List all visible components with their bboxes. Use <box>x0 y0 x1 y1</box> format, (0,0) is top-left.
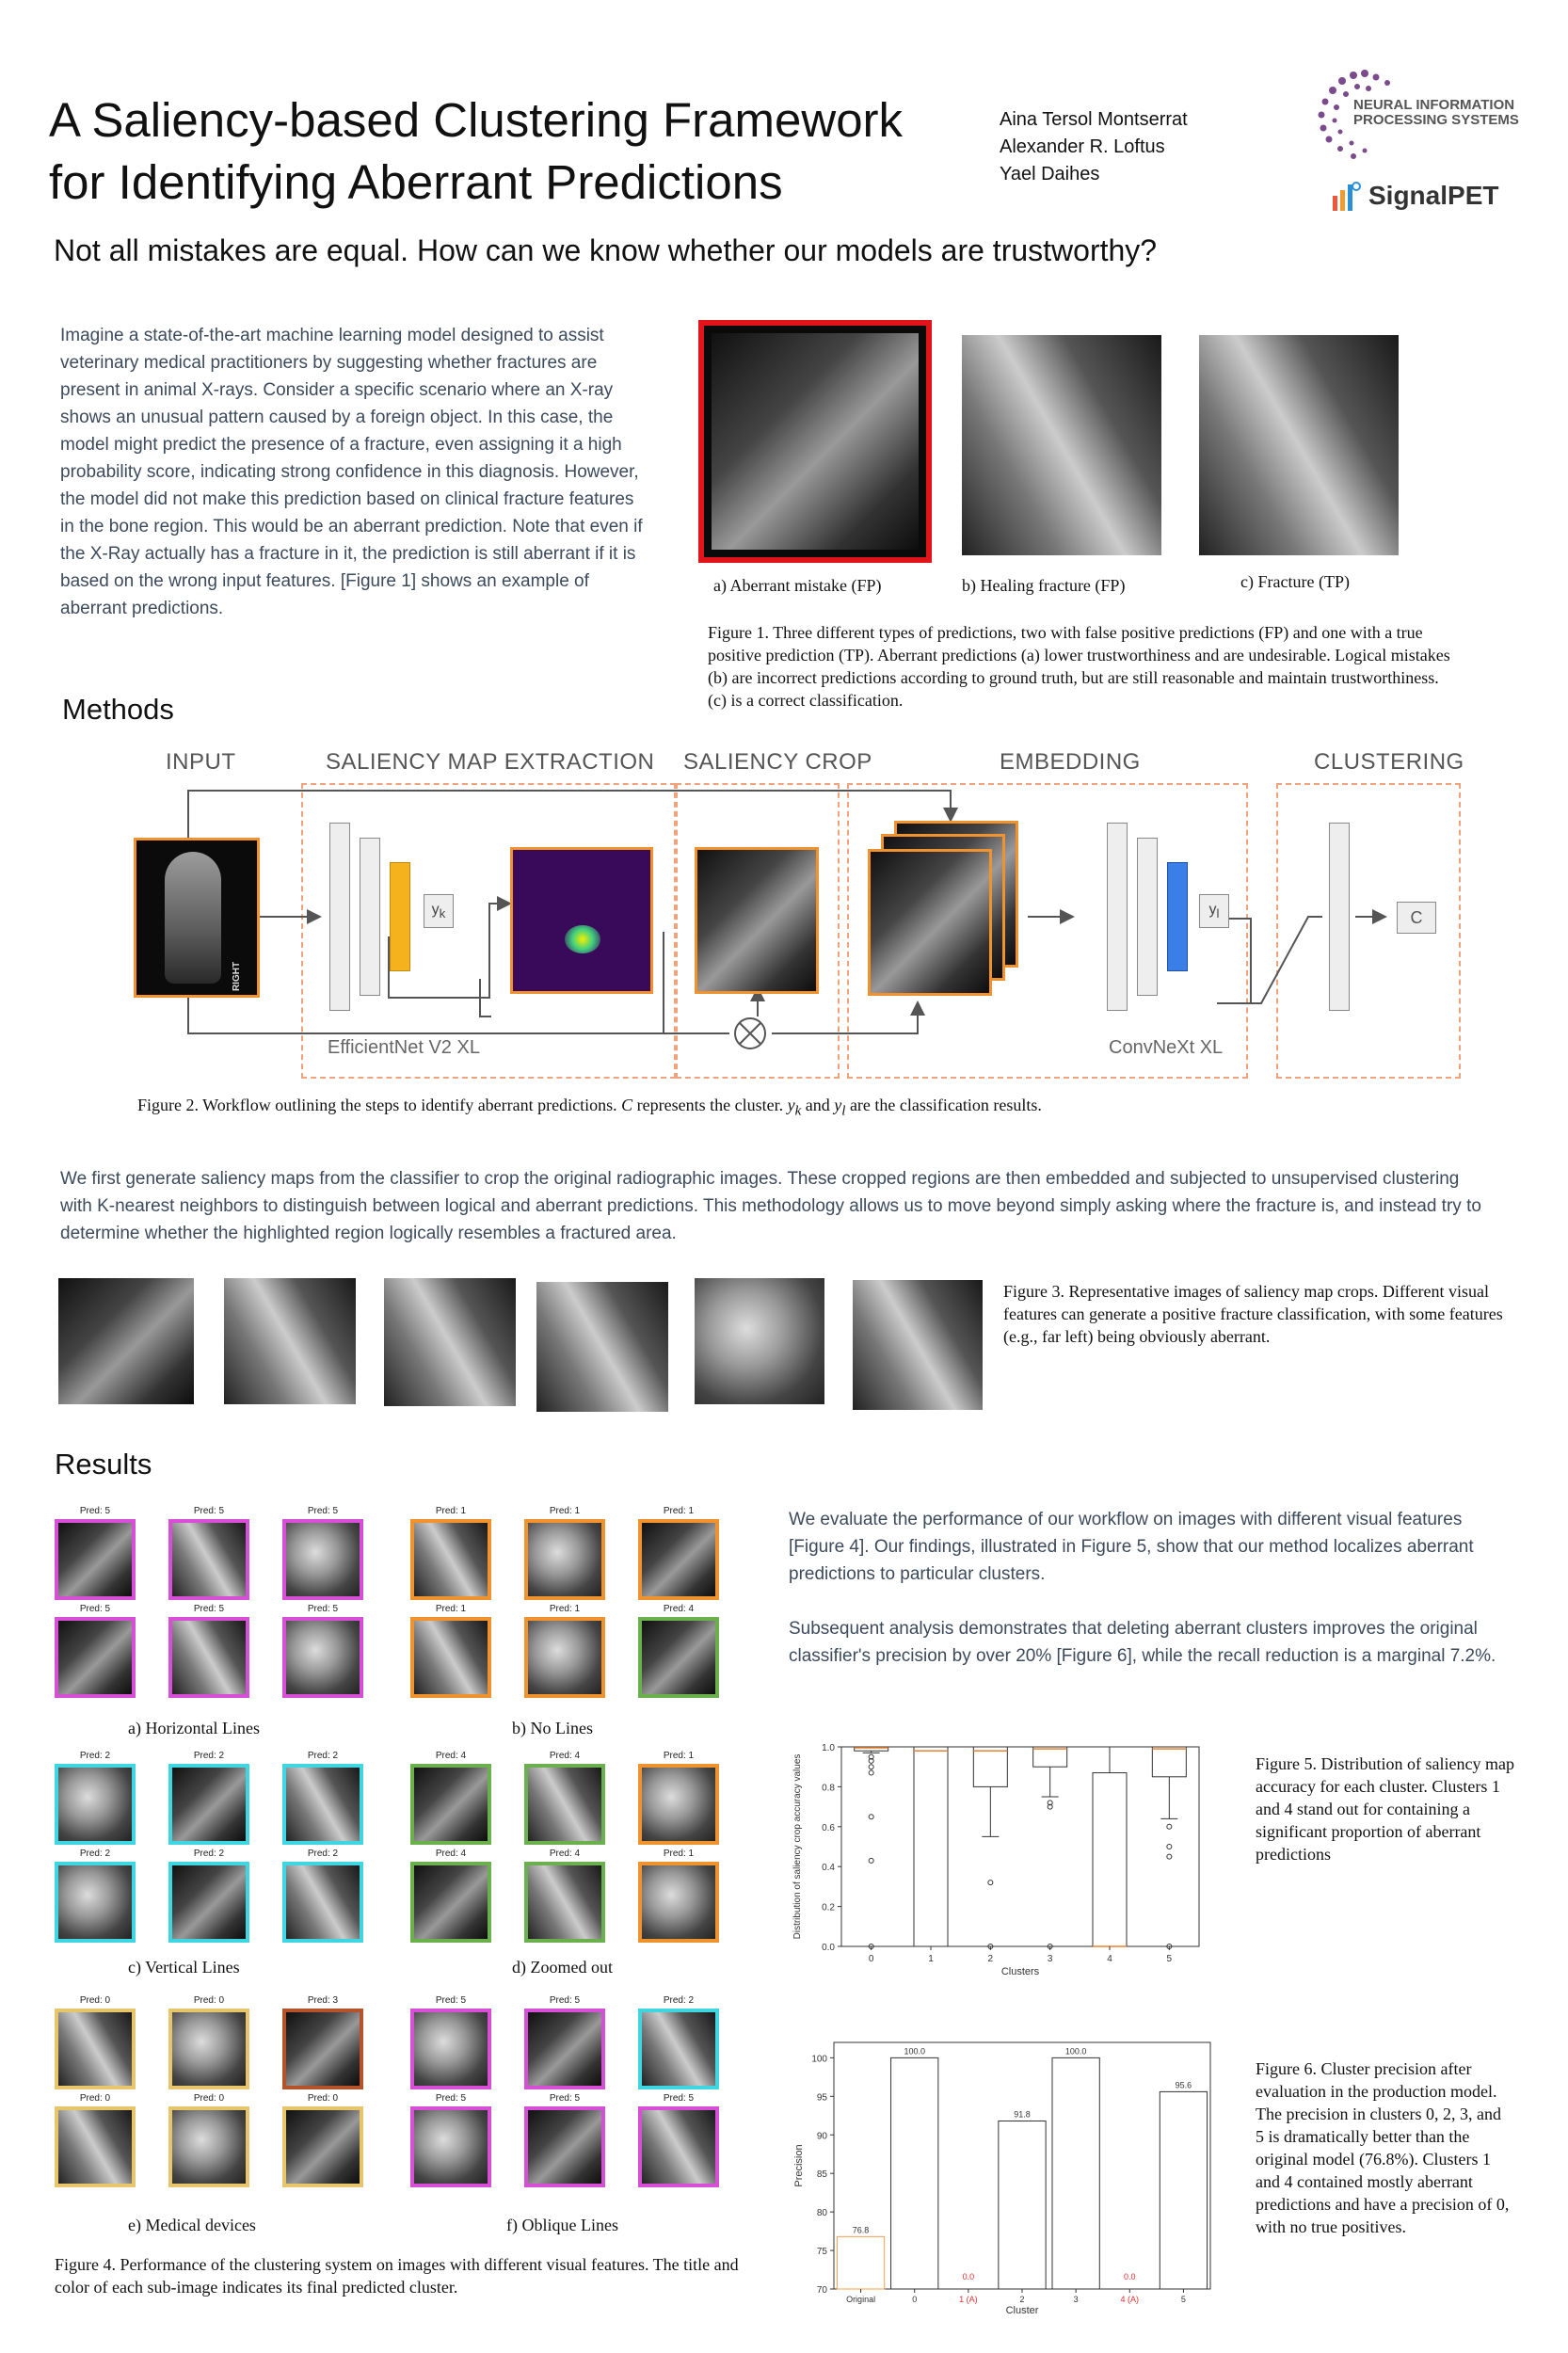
methods-paragraph: We first generate saliency maps from the classifier to crop the original radiographic images. These cropped regions are then embedded and subjected to unsupervised clustering with K-nearest neighbors to distinguish between logical and aberrant predictions. This methodology allows us to move beyond simply asking where the fracture is, and instead try to determine whether the highlighted region logically resembles a fractured area. <box>60 1169 1481 1243</box>
grid-cell-title: Pred: 3 <box>307 1995 339 2006</box>
cluster-layer <box>1329 823 1350 1011</box>
figure6-barchart <box>787 2033 1220 2315</box>
grid-label: e) Medical devices <box>128 2216 256 2234</box>
y-axis-label: Precision <box>793 2144 805 2187</box>
grid-cell-image <box>282 2106 363 2187</box>
x-tick-label: 2 <box>987 1954 994 1964</box>
stage-clustering: CLUSTERING <box>1314 749 1464 775</box>
grid-cell-image <box>638 1862 719 1943</box>
grid-cell-title: Pred: 5 <box>435 2093 467 2104</box>
efficientnet-label: EfficientNet V2 XL <box>328 1037 480 1058</box>
figure5-caption: Figure 5. Distribution of saliency map accuracy for each cluster. Clusters 1 and 4 stand out for containing a significant proportion of aberrant predictions <box>1256 1754 1514 1864</box>
x-axis-label: Clusters <box>1000 1966 1040 1977</box>
results-paragraph-2: Subsequent analysis demonstrates that deleting aberrant clusters improves the original classifier's precision by over 20% [Figure 6], while the recall reduction is a marginal 7.2%. <box>789 1619 1496 1666</box>
grid-cell-title: Pred: 1 <box>435 1604 467 1614</box>
y-tick-label: 1.0 <box>822 1743 835 1753</box>
grid-cell-image <box>55 1862 136 1943</box>
figure1-caption: Figure 1. Three different types of predictions, two with false positive predictions (FP) and one with a true positive prediction (TP). Aberrant predictions (a) lower trustworthiness and are undesirable. Logical mistakes (b) are incorrect predictions according to ground truth, but are still reasonable and maintain trustworthiness. (c) is a correct classification. <box>708 623 1450 710</box>
grid-cell-title: Pred: 0 <box>193 2093 225 2104</box>
x-tick-label: 5 <box>1180 2295 1186 2304</box>
figure1-label-c: c) Fracture (TP) <box>1240 572 1350 591</box>
grid-cell-title: Pred: 2 <box>307 1751 339 1761</box>
stage-saliency-map-extraction: SALIENCY MAP EXTRACTION <box>326 749 655 775</box>
embedding-stack-1 <box>868 849 992 996</box>
grid-cell-title: Pred: 2 <box>79 1751 111 1761</box>
x-tick-label: Original <box>846 2295 876 2304</box>
bar-value-label: 0.0 <box>962 2272 975 2281</box>
grid-cell-image <box>55 2106 136 2187</box>
grid-cell-title: Pred: 5 <box>663 2093 695 2104</box>
stage-embedding: EMBEDDING <box>1000 749 1141 775</box>
figure2-caption: Figure 2. Workflow outlining the steps to identify aberrant predictions. C represents the cluster. $y_k$ and $y_l$ are the classification results. <box>137 1096 1042 1119</box>
y-tick-label: 80 <box>816 2208 827 2219</box>
plot-frame <box>841 1747 1199 1946</box>
figure3-caption: Figure 3. Representative images of saliency map crops. Different visual features can generate a positive fracture classification, with some features (e.g., far left) being obviously aberrant. <box>1003 1282 1503 1346</box>
figure1-label-a: a) Aberrant mistake (FP) <box>713 576 882 595</box>
grid-cell-image <box>282 1617 363 1698</box>
grid-cell-image <box>524 1617 605 1698</box>
box-outlier <box>1167 1854 1172 1859</box>
tagline: Not all mistakes are equal. How can we know whether our models are trustworthy? <box>54 233 1158 267</box>
grid-label: a) Horizontal Lines <box>128 1719 260 1737</box>
author-list <box>1000 106 1188 188</box>
grid-cell-image <box>638 1617 719 1698</box>
title-line-1: A Saliency-based Clustering Framework <box>49 93 904 147</box>
x-tick-label: 4 (A) <box>1120 2295 1140 2304</box>
box-body <box>1093 1773 1127 1946</box>
grid-cell-image <box>168 1617 249 1698</box>
cluster-output: C <box>1397 902 1436 934</box>
x-tick-label: 2 <box>1019 2295 1025 2304</box>
methods-heading: Methods <box>62 693 174 726</box>
neurips-logo <box>1308 64 1534 168</box>
x-tick-label: 1 <box>928 1954 934 1964</box>
grid-cell-title: Pred: 1 <box>663 1506 695 1516</box>
grid-cell-image <box>55 1764 136 1845</box>
figure1-label-b: b) Healing fracture (FP) <box>962 576 1126 595</box>
precision-bar <box>999 2121 1046 2289</box>
grid-cell-title: Pred: 4 <box>435 1849 467 1859</box>
grid-cell-image <box>410 1764 491 1845</box>
grid-label: c) Vertical Lines <box>128 1958 240 1977</box>
grid-cell-title: Pred: 0 <box>79 2093 111 2104</box>
grid-cell-image <box>168 2009 249 2089</box>
x-tick-label: 4 <box>1107 1954 1112 1964</box>
grid-cell-image <box>168 1862 249 1943</box>
y-tick-label: 0.6 <box>822 1822 835 1833</box>
stage-input: INPUT <box>166 749 236 775</box>
grid-cell-title: Pred: 5 <box>549 1995 581 2006</box>
results-heading: Results <box>55 1448 152 1481</box>
y-tick-label: 100 <box>811 2054 827 2065</box>
bar-value-label: 0.0 <box>1124 2272 1136 2281</box>
precision-bar <box>1052 2057 1099 2289</box>
grid-cell-image <box>524 1519 605 1600</box>
signalpet-wordmark: SignalPET <box>1368 181 1499 210</box>
grid-cell-image <box>410 1519 491 1600</box>
signalpet-logo <box>1331 179 1547 216</box>
signalpet-bars-icon <box>1331 181 1363 213</box>
author-2: Alexander R. Loftus <box>1000 136 1165 157</box>
grid-label: f) Oblique Lines <box>506 2216 618 2234</box>
y-tick-label: 90 <box>816 2131 827 2142</box>
grid-cell-title: Pred: 5 <box>193 1506 225 1516</box>
grid-cell-image <box>410 2106 491 2187</box>
grid-cell-title: Pred: 2 <box>307 1849 339 1859</box>
grid-cell-title: Pred: 2 <box>193 1751 225 1761</box>
yk-output: $y_k$ <box>424 894 454 928</box>
convnext-layer-2 <box>1137 838 1158 996</box>
results-paragraph-1: We evaluate the performance of our workflow on images with different visual features [Figure 4]. Our findings, illustrated in Figure 5, show that our method localizes aberrant predictions to particular clusters. <box>789 1510 1474 1584</box>
y-tick-label: 0.8 <box>822 1783 835 1794</box>
grid-cell-image <box>524 1862 605 1943</box>
grid-cell-image <box>282 1519 363 1600</box>
bar-value-label: 91.8 <box>1014 2109 1031 2120</box>
box-outlier <box>869 1765 873 1769</box>
y-tick-label: 70 <box>816 2285 827 2296</box>
grid-cell-title: Pred: 2 <box>193 1849 225 1859</box>
grid-cell-title: Pred: 5 <box>79 1604 111 1614</box>
precision-bar <box>837 2236 884 2289</box>
intro-paragraph: Imagine a state-of-the-art machine learning model designed to assist veterinary medical practitioners by suggesting whether fractures are present in animal X-rays. Consider a specific scenario where an X-ray shows an unusual pattern caused by a foreign object. In this case, the model might predict the presence of a fracture, even assigning it a high probability score, indicating strong confidence in this diagnosis. However, the model did not make this prediction based on clinical fracture features in the bone region. This would be an aberrant prediction. Note that even if the X-Ray actually has a fracture in it, the prediction is still aberrant if it is based on the wrong input features. [Figure 1] shows an example of aberrant predictions. <box>60 326 643 618</box>
x-tick-label: 3 <box>1047 1954 1053 1964</box>
grid-cell-image <box>55 1519 136 1600</box>
figure4-caption: Figure 4. Performance of the clustering system on images with different visual features. The title and color of each sub-image indicates its final predicted cluster. <box>55 2255 739 2297</box>
grid-cell-title: Pred: 4 <box>549 1849 581 1859</box>
grid-cell-image <box>638 2009 719 2089</box>
y-axis-label: Distribution of saliency crop accuracy values <box>792 1753 803 1940</box>
grid-cell-title: Pred: 2 <box>663 1995 695 2006</box>
grid-cell-title: Pred: 5 <box>307 1506 339 1516</box>
grid-cell-title: Pred: 5 <box>193 1604 225 1614</box>
precision-bar <box>891 2057 938 2289</box>
box-body <box>914 1747 948 1946</box>
grid-cell-image <box>282 1764 363 1845</box>
grid-cell-title: Pred: 1 <box>549 1506 581 1516</box>
grid-cell-image <box>638 1519 719 1600</box>
convnext-layer-3 <box>1167 862 1188 971</box>
grid-cell-image <box>524 2009 605 2089</box>
precision-bar <box>1160 2091 1207 2289</box>
grid-cell-image <box>524 1764 605 1845</box>
grid-cell-title: Pred: 0 <box>79 1995 111 2006</box>
grid-cell-title: Pred: 0 <box>307 2093 339 2104</box>
x-tick-label: 0 <box>868 1954 874 1964</box>
grid-cell-image <box>168 2106 249 2187</box>
box-body <box>1152 1747 1186 1777</box>
grid-cell-title: Pred: 1 <box>435 1506 467 1516</box>
convnext-label: ConvNeXt XL <box>1109 1037 1224 1058</box>
grid-cell-title: Pred: 5 <box>307 1604 339 1614</box>
neurips-wordmark: NEURAL INFORMATION PROCESSING SYSTEMS <box>1353 97 1519 128</box>
grid-cell-title: Pred: 4 <box>435 1751 467 1761</box>
figure5-boxplot <box>787 1732 1220 1986</box>
box-outlier <box>988 1881 993 1885</box>
grid-cell-image <box>55 1617 136 1698</box>
grid-cell-title: Pred: 5 <box>549 2093 581 2104</box>
x-tick-label: 1 (A) <box>959 2295 978 2304</box>
grid-cell-image <box>410 1617 491 1698</box>
x-tick-label: 5 <box>1166 1954 1173 1964</box>
y-tick-label: 75 <box>816 2247 827 2258</box>
y-tick-label: 0.0 <box>822 1943 835 1953</box>
figure1-image-b <box>962 335 1161 555</box>
grid-cell-title: Pred: 5 <box>435 1995 467 2006</box>
bar-value-label: 76.8 <box>852 2225 870 2235</box>
grid-label: d) Zoomed out <box>512 1958 613 1977</box>
y-tick-label: 95 <box>816 2092 827 2104</box>
y-tick-label: 0.2 <box>822 1902 835 1913</box>
bar-value-label: 100.0 <box>904 2046 925 2057</box>
grid-cell-image <box>638 2106 719 2187</box>
author-1: Aina Tersol Montserrat <box>1000 109 1188 130</box>
box-outlier <box>869 1815 873 1819</box>
y-tick-label: 0.4 <box>822 1863 835 1874</box>
grid-cell-title: Pred: 1 <box>549 1604 581 1614</box>
x-axis-label: Cluster <box>1005 2305 1039 2315</box>
figure1-image-c <box>1199 335 1399 555</box>
grid-cell-title: Pred: 0 <box>193 1995 225 2006</box>
grid-cell-title: Pred: 1 <box>663 1751 695 1761</box>
grid-cell-image <box>638 1764 719 1845</box>
box-outlier <box>1167 1845 1172 1849</box>
box-outlier <box>1167 1824 1172 1829</box>
box-body <box>1033 1747 1067 1767</box>
grid-cell-title: Pred: 1 <box>663 1849 695 1859</box>
y-tick-label: 85 <box>816 2169 827 2181</box>
grid-cell-title: Pred: 2 <box>79 1849 111 1859</box>
grid-cell-image <box>168 1519 249 1600</box>
x-tick-label: 3 <box>1073 2295 1079 2304</box>
grid-cell-image <box>410 1862 491 1943</box>
figure4-grids <box>0 0 781 2353</box>
grid-cell-image <box>524 2106 605 2187</box>
grid-cell-title: Pred: 4 <box>549 1751 581 1761</box>
convnext-layer-1 <box>1107 823 1128 1011</box>
grid-cell-title: Pred: 4 <box>663 1604 695 1614</box>
figure6-caption: Figure 6. Cluster precision after evaluation in the production model. The precision in clusters 0, 2, 3, and 5 is dramatically better than the original model (76.8%). Clusters 1 and 4 contained mostly aberrant predictions and have a precision of 0, with no true positives. <box>1256 2059 1510 2236</box>
stage-saliency-crop: SALIENCY CROP <box>683 749 872 775</box>
grid-cell-image <box>55 2009 136 2089</box>
author-3: Yael Daihes <box>1000 164 1100 184</box>
grid-cell-image <box>168 1764 249 1845</box>
yl-output: $y_l$ <box>1199 894 1229 928</box>
grid-cell-image <box>282 2009 363 2089</box>
box-body <box>973 1747 1007 1786</box>
figure3-crop-6 <box>853 1280 983 1410</box>
right-marker: RIGHT <box>231 961 242 992</box>
bar-value-label: 100.0 <box>1064 2046 1087 2057</box>
box-outlier <box>869 1770 873 1775</box>
title-line-2: for Identifying Aberrant Predictions <box>49 155 783 209</box>
box-outlier <box>869 1858 873 1863</box>
bar-value-label: 95.6 <box>1175 2080 1192 2090</box>
grid-cell-title: Pred: 5 <box>79 1506 111 1516</box>
grid-cell-image <box>410 2009 491 2089</box>
grid-label: b) No Lines <box>512 1719 593 1737</box>
grid-cell-image <box>282 1862 363 1943</box>
x-tick-label: 0 <box>912 2295 918 2304</box>
